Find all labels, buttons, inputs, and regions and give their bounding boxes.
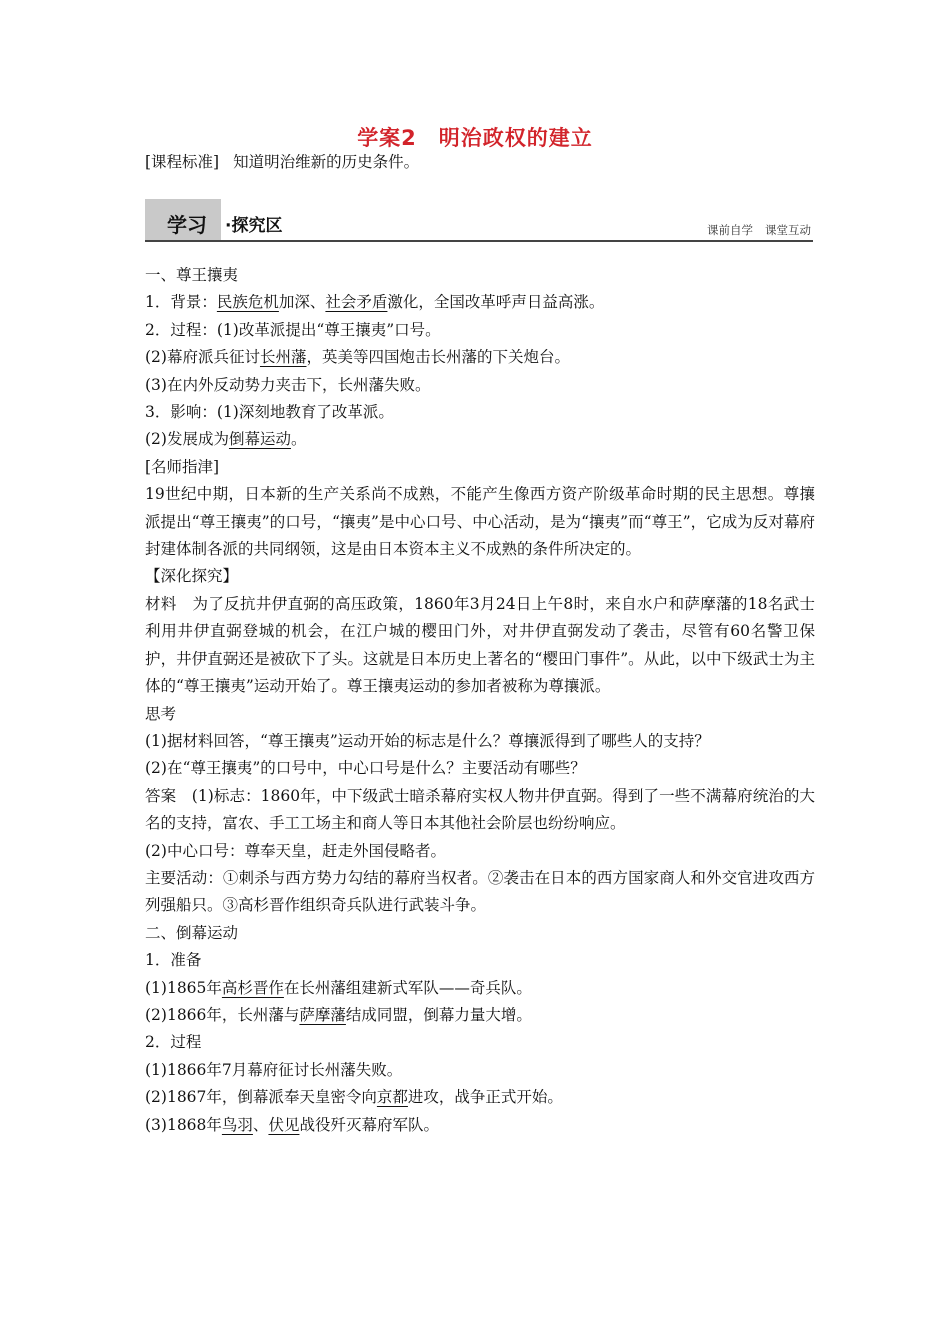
key-term: 萨摩藩 xyxy=(299,1005,346,1024)
question-2: (2)在“尊王攘夷”的口号中，中心口号是什么？主要活动有哪些？ xyxy=(145,759,586,778)
tip-paragraph: 19世纪中期，日本新的生产关系尚不成熟，不能产生像西方资产阶级革命时期的民主思想。尊攘派提出“尊王攘夷”的口号，“攘夷”是中心口号、中心活动，是为“攘夷”而“尊王”，它成为反对幕府封建体制各派的共同纲领，这是由日本资本主义不成熟的条件所决定的。 xyxy=(145,485,815,559)
key-term: 鸟羽 xyxy=(221,1115,253,1134)
banner-divider xyxy=(145,240,813,242)
text-line: (2)发展成为倒幕运动。 xyxy=(145,430,307,449)
text-line: (2)幕府派兵征讨长州藩，英美等四国炮击长州藩的下关炮台。 xyxy=(145,348,570,367)
key-term: 高杉晋作 xyxy=(221,978,284,997)
text-line: 2．过程：(1)改革派提出“尊王攘夷”口号。 xyxy=(145,320,441,339)
text-line: (2)1866年，长州藩与萨摩藩结成同盟，倒幕力量大增。 xyxy=(145,1005,532,1024)
course-standard xyxy=(145,150,419,172)
deep-label: 【深化探究】 xyxy=(145,567,239,586)
text-line: 1．准备 xyxy=(145,951,202,970)
banner-link-class: 课堂互动 xyxy=(765,223,811,237)
key-term: 京都 xyxy=(376,1088,408,1107)
banner-tab-label: 学习 xyxy=(167,213,207,237)
document-body xyxy=(145,262,815,1139)
text-line: (1)1866年7月幕府征讨长州藩失败。 xyxy=(145,1060,403,1079)
banner-area-label: ·探究区 xyxy=(225,216,283,236)
key-term: 民族危机 xyxy=(216,293,279,312)
tip-label: [名师指津] xyxy=(145,457,220,476)
answer-3: 主要活动：①刺杀与西方势力勾结的幕府当权者。②袭击在日本的西方国家商人和外交官进攻西方列强船只。③高杉晋作组织奇兵队进行武装斗争。 xyxy=(145,868,815,915)
text-line: 2．过程 xyxy=(145,1033,202,1052)
answer-2: (2)中心口号：尊奉天皇，赶走外国侵略者。 xyxy=(145,841,446,860)
text-line: (1)1865年高杉晋作在长州藩组建新式军队——奇兵队。 xyxy=(145,978,532,997)
key-term: 长州藩 xyxy=(259,348,307,367)
text-line: (3)1868年鸟羽、伏见战役歼灭幕府军队。 xyxy=(145,1115,439,1134)
answer-1: 答案 (1)标志：1860年，中下级武士暗杀幕府实权人物井伊直弼。得到了一些不满幕府统治的大名的支持，富农、手工工场主和商人等日本其他社会阶层也纷纷响应。 xyxy=(145,786,815,833)
key-term: 社会矛盾 xyxy=(325,293,388,312)
think-label: 思考 xyxy=(145,704,177,723)
text-line: 1．背景：民族危机加深、社会矛盾激化，全国改革呼声日益高涨。 xyxy=(145,293,605,312)
page-title: 学案2 明治政权的建立 xyxy=(357,126,593,150)
text-line: (3)在内外反动势力夹击下，长州藩失败。 xyxy=(145,375,431,394)
material-paragraph: 材料 为了反抗井伊直弼的高压政策，1860年3月24日上午8时，来自水户和萨摩藩的18名武士利用井伊直弼登城的机会，在江户城的樱田门外，对井伊直弼发动了袭击，尽管有60名警卫保护，井伊直弼还是被砍下了头。这就是日本历史上著名的“樱田门事件”。从此，以中下级武士为主体的“尊王攘夷”运动开始了。尊王攘夷运动的参加者被称为尊攘派。 xyxy=(145,594,815,696)
section-banner xyxy=(145,199,813,243)
key-term: 倒幕运动 xyxy=(228,430,291,449)
banner-links xyxy=(707,222,811,238)
banner-link-preview: 课前自学 xyxy=(707,223,753,237)
text-line: 3．影响：(1)深刻地教育了改革派。 xyxy=(145,403,394,422)
standard-label: [课程标准] xyxy=(145,153,220,171)
section-heading: 二、倒幕运动 xyxy=(145,923,239,942)
key-term: 伏见 xyxy=(268,1115,300,1134)
text-line: (2)1867年，倒幕派奉天皇密令向京都进攻，战争正式开始。 xyxy=(145,1088,563,1107)
standard-text: 知道明治维新的历史条件。 xyxy=(233,153,420,171)
question-1: (1)据材料回答，“尊王攘夷”运动开始的标志是什么？尊攘派得到了哪些人的支持？ xyxy=(145,731,710,750)
section-heading: 一、尊王攘夷 xyxy=(145,266,239,284)
